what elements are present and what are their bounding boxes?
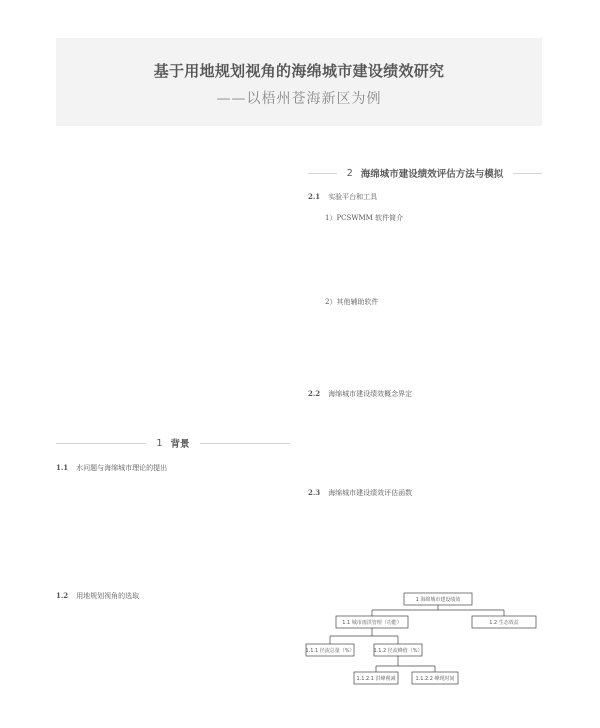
heading-rule-left <box>56 443 146 444</box>
paper-title: 基于用地规划视角的海绵城市建设绩效研究 <box>153 62 445 80</box>
tree-label-runoff-volume: 1.1.1 径流总量（%） <box>305 648 355 654</box>
tree-connectors <box>330 605 504 672</box>
tree-label-ecology: 1.2 生态效益 <box>489 620 519 626</box>
tree-label-stormwater: 1.1 城市雨洪管理（功能） <box>342 620 402 626</box>
heading-rule-right <box>200 443 290 444</box>
section-1-heading <box>56 436 290 450</box>
tree-label-peak-time: 1.1.2.2 峰现时间 <box>415 676 455 682</box>
subsection-2-1 <box>308 192 377 202</box>
subsection-2-3 <box>308 488 412 498</box>
subsection-number: 2.1 <box>308 192 321 201</box>
indicator-tree-diagram <box>300 586 550 696</box>
subsection-number: 1.1 <box>56 463 69 472</box>
subsection-number: 2.3 <box>308 488 321 497</box>
section-number: 1 <box>156 437 163 449</box>
section-title: 海绵城市建设绩效评估方法与模拟 <box>360 169 504 180</box>
heading-rule-right <box>513 173 542 174</box>
tree-label-runoff-peak: 1.1.2 径流峰值（%） <box>373 648 423 654</box>
title-banner <box>56 38 542 126</box>
subsection-title: 用地规划视角的选取 <box>76 592 140 600</box>
item-other-software: 2）其他辅助软件 <box>325 298 379 306</box>
tree-label-root: 1 海绵城市建设绩效 <box>415 597 461 603</box>
subsection-2-2 <box>308 389 412 399</box>
section-title: 背景 <box>170 439 190 450</box>
paper-subtitle: ——以梧州苍海新区为例 <box>216 91 382 107</box>
tree-label-peak-reduction: 1.1.2.1 洪峰削减 <box>356 676 396 682</box>
subsection-title: 水问题与海绵城市理论的提出 <box>76 464 168 472</box>
heading-rule-left <box>308 173 337 174</box>
subsection-1-2 <box>56 591 139 601</box>
subsection-1-1 <box>56 463 167 473</box>
subsection-number: 2.2 <box>308 389 321 398</box>
subsection-title: 实验平台和工具 <box>328 193 378 201</box>
subsection-number: 1.2 <box>56 591 69 600</box>
subsection-title: 海绵城市建设绩效评估函数 <box>328 489 413 497</box>
section-number: 2 <box>346 167 353 179</box>
item-pcswmm: 1）PCSWMM 软件简介 <box>325 214 404 222</box>
subsection-title: 海绵城市建设绩效概念界定 <box>328 390 413 398</box>
section-2-heading <box>308 166 542 180</box>
